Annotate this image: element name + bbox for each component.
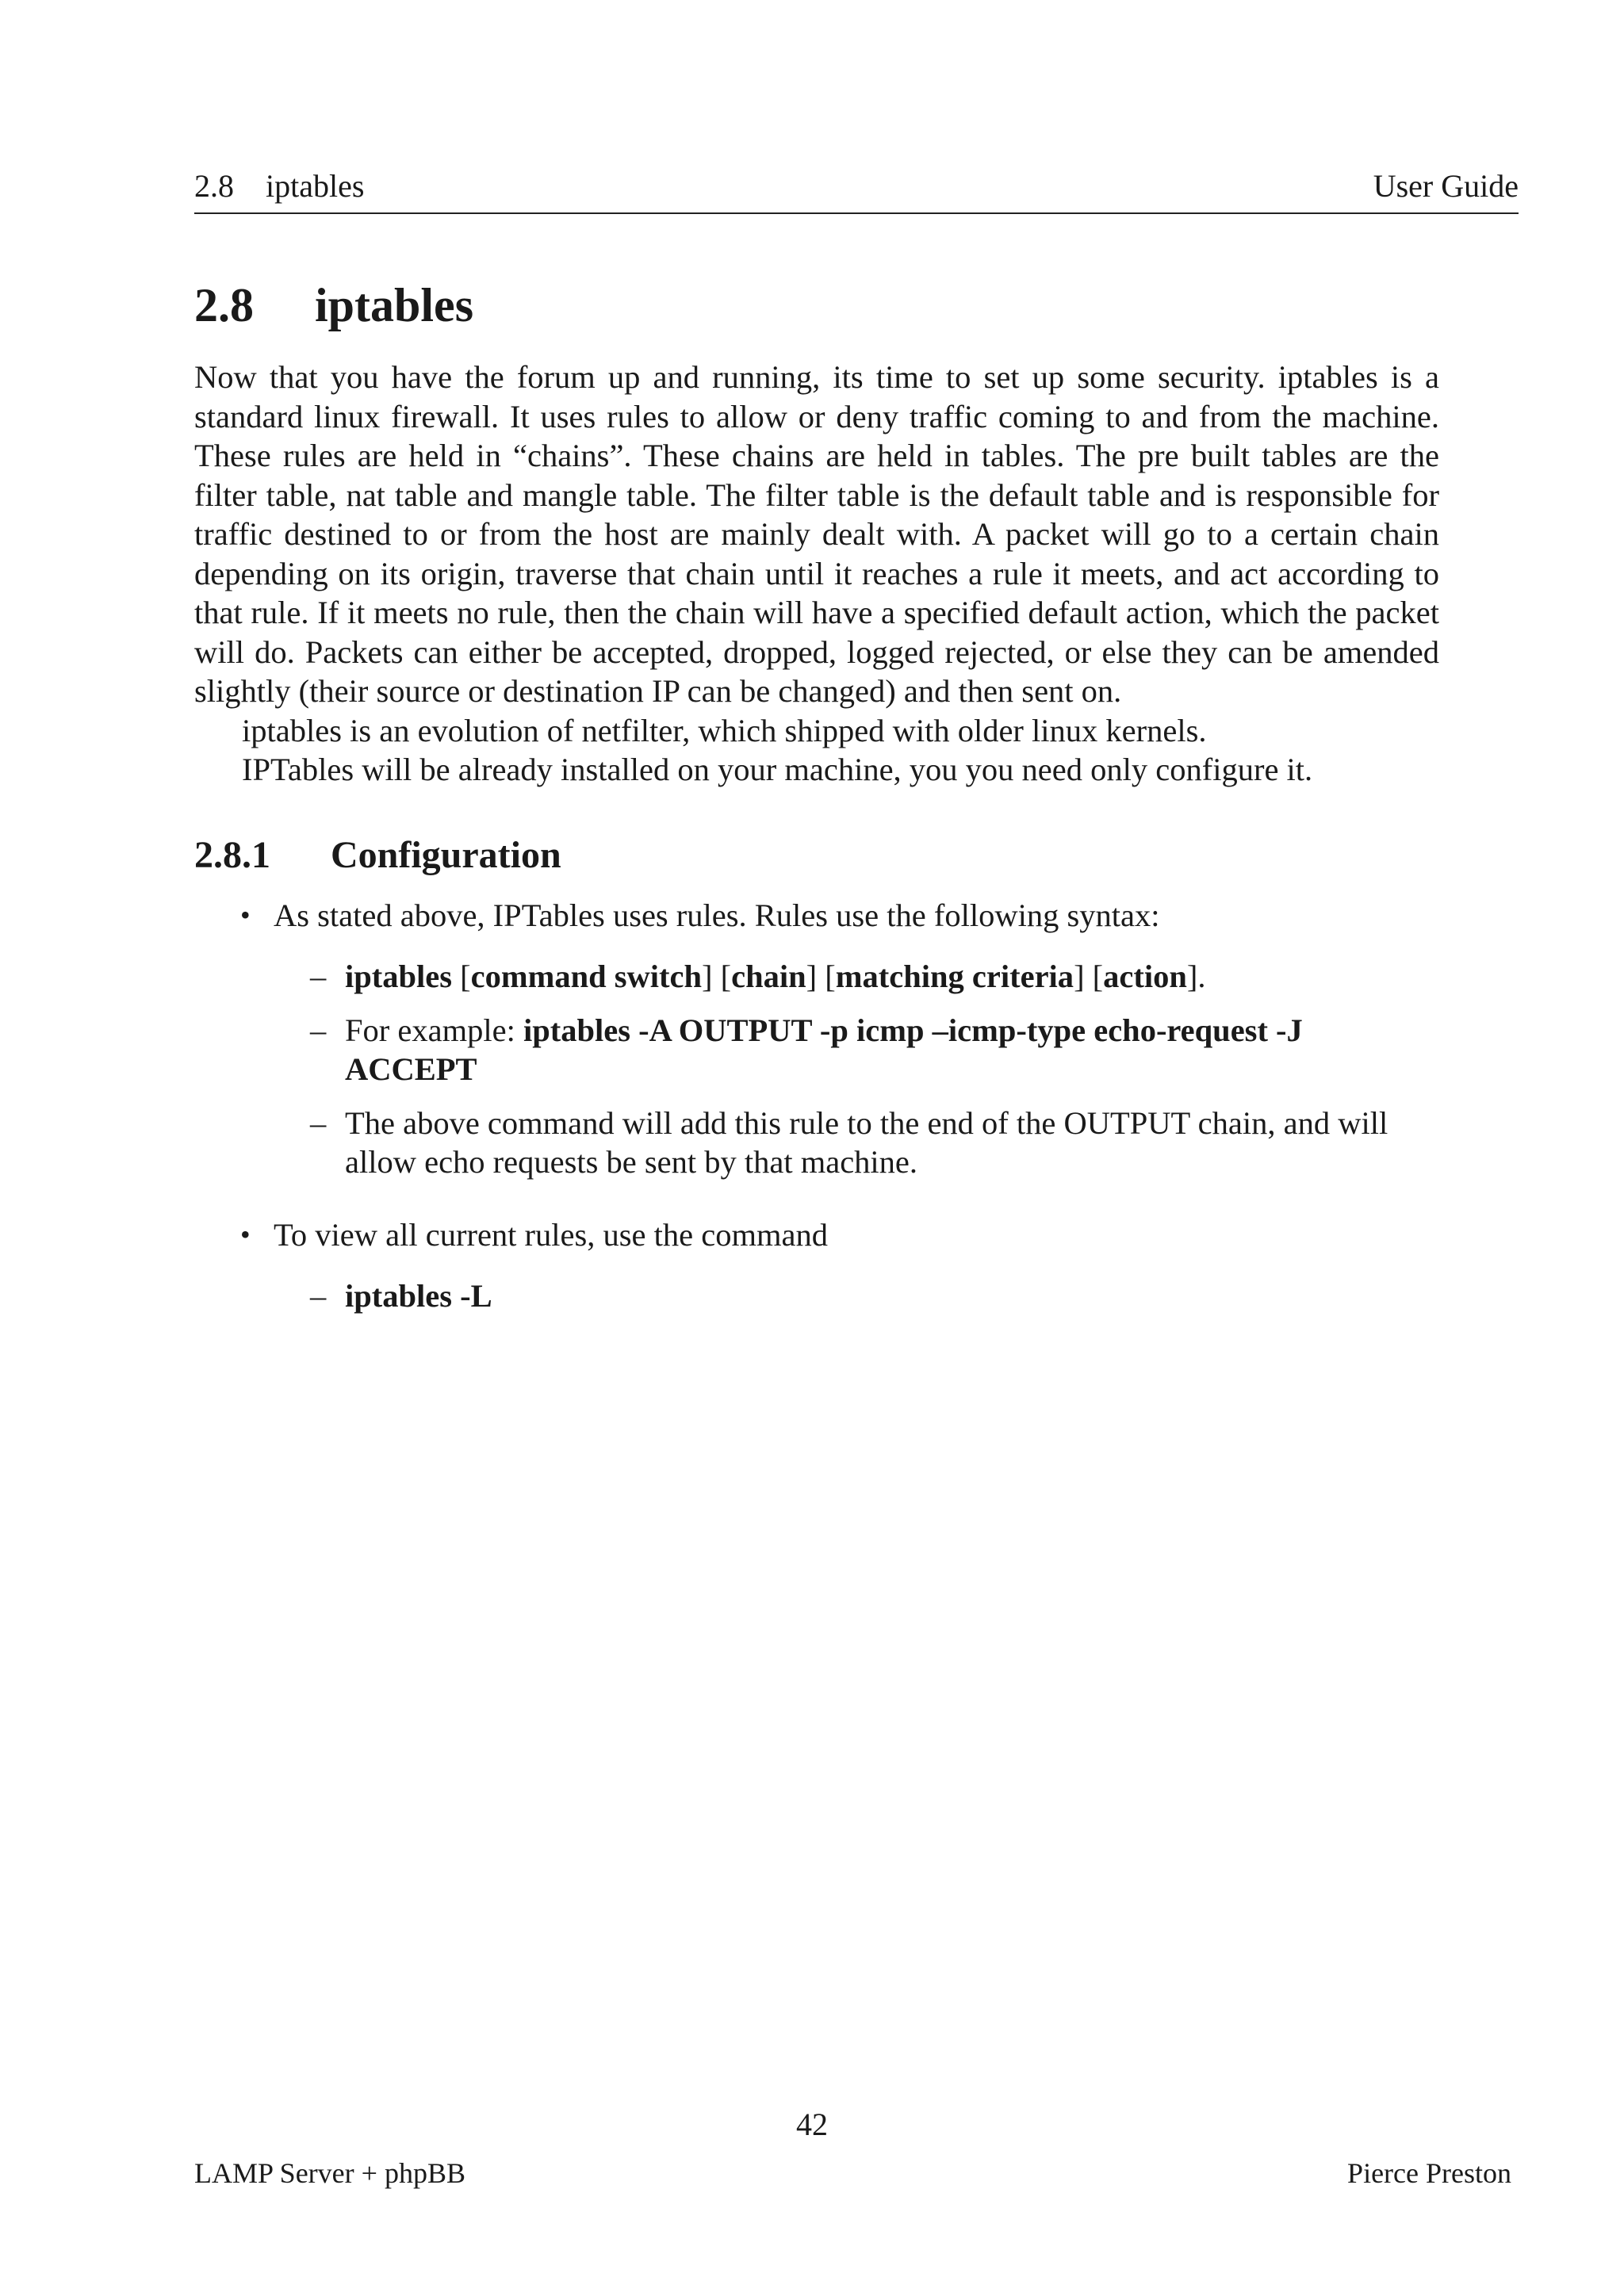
dash-icon: – <box>310 959 327 994</box>
configuration-list <box>194 896 1439 1316</box>
list-item-view <box>240 1215 1439 1316</box>
example-explanation: The above command will add this rule to the end of the OUTPUT chain, and will allow echo requests be sent by that machine. <box>345 1104 1388 1180</box>
sublist-item-syntax: – iptables [command switch] [chain] [matching criteria] [action]. <box>345 957 1439 997</box>
installed-paragraph: IPTables will be already installed on your machine, you you need only configure it. <box>242 752 1313 787</box>
syntax-matching-criteria: matching criteria <box>835 959 1074 994</box>
rules-sublist <box>274 957 1439 1182</box>
syntax-command-switch: command switch <box>470 959 703 994</box>
bullet-icon: • <box>240 898 251 931</box>
header-section-ref <box>194 166 364 206</box>
sublist-item-example <box>310 1011 1439 1089</box>
dash-icon: – <box>310 1012 327 1048</box>
view-sublist <box>274 1276 1439 1316</box>
list-item-rules <box>240 896 1439 1182</box>
section-heading <box>194 274 1439 337</box>
syntax-iptables: iptables <box>345 959 453 994</box>
section-number: 2.8 <box>194 279 254 331</box>
intro-paragraph: Now that you have the forum up and running, its time to set up some security. iptables is a standard linux firewall. It uses rules to allow or deny traffic coming to and from the machine. These rules are held in “chains”. These chains are held in tables. The pre built tables are the filter table, nat table and mangle table. The filter table is the default table and is responsible for traffic destined to or from the host are mainly dealt with. A packet will go to a certain chain depending on its origin, traverse that chain until it reaches a rule it meets, and act according to that rule. If it meets no rule, then the chain will have a specified default action, which the packet will do. Packets can either be accepted, dropped, logged rejected, or else they can be amended slightly (their source or destination IP can be changed) and then sent on. <box>194 359 1439 709</box>
syntax-chain: chain <box>731 959 806 994</box>
footer-author: Pierce Preston <box>1347 2157 1511 2189</box>
footer-document-title: LAMP Server + phpBB <box>194 2157 465 2189</box>
subsection-heading <box>194 831 1439 880</box>
example-prefix: For example: <box>345 1012 523 1048</box>
bullet-icon: • <box>240 1218 251 1250</box>
section-title: iptables <box>315 279 474 331</box>
subsection-number: 2.8.1 <box>194 833 270 876</box>
header-section-title: iptables <box>266 168 365 204</box>
evolution-paragraph: iptables is an evolution of netfilter, which shipped with older linux kernels. <box>242 712 1207 748</box>
syntax-action: action <box>1103 959 1187 994</box>
example-command: iptables -A OUTPUT -p icmp –icmp-type echo-request -J ACCEPT <box>345 1012 1303 1087</box>
page-content <box>194 274 1439 1349</box>
dash-icon: – <box>310 1278 327 1314</box>
page-number: 42 <box>796 2107 828 2142</box>
running-header <box>194 166 1519 214</box>
header-section-number: 2.8 <box>194 168 234 204</box>
subsection-title: Configuration <box>331 833 561 876</box>
sublist-item-explanation <box>310 1104 1439 1182</box>
dash-icon: – <box>310 1104 327 1141</box>
rules-text: As stated above, IPTables uses rules. Rules use the following syntax: <box>274 897 1160 933</box>
header-document-title: User Guide <box>1373 168 1519 204</box>
sublist-item-view-command <box>310 1276 1439 1316</box>
view-command: iptables -L <box>345 1278 492 1314</box>
view-text: To view all current rules, use the command <box>274 1216 828 1253</box>
